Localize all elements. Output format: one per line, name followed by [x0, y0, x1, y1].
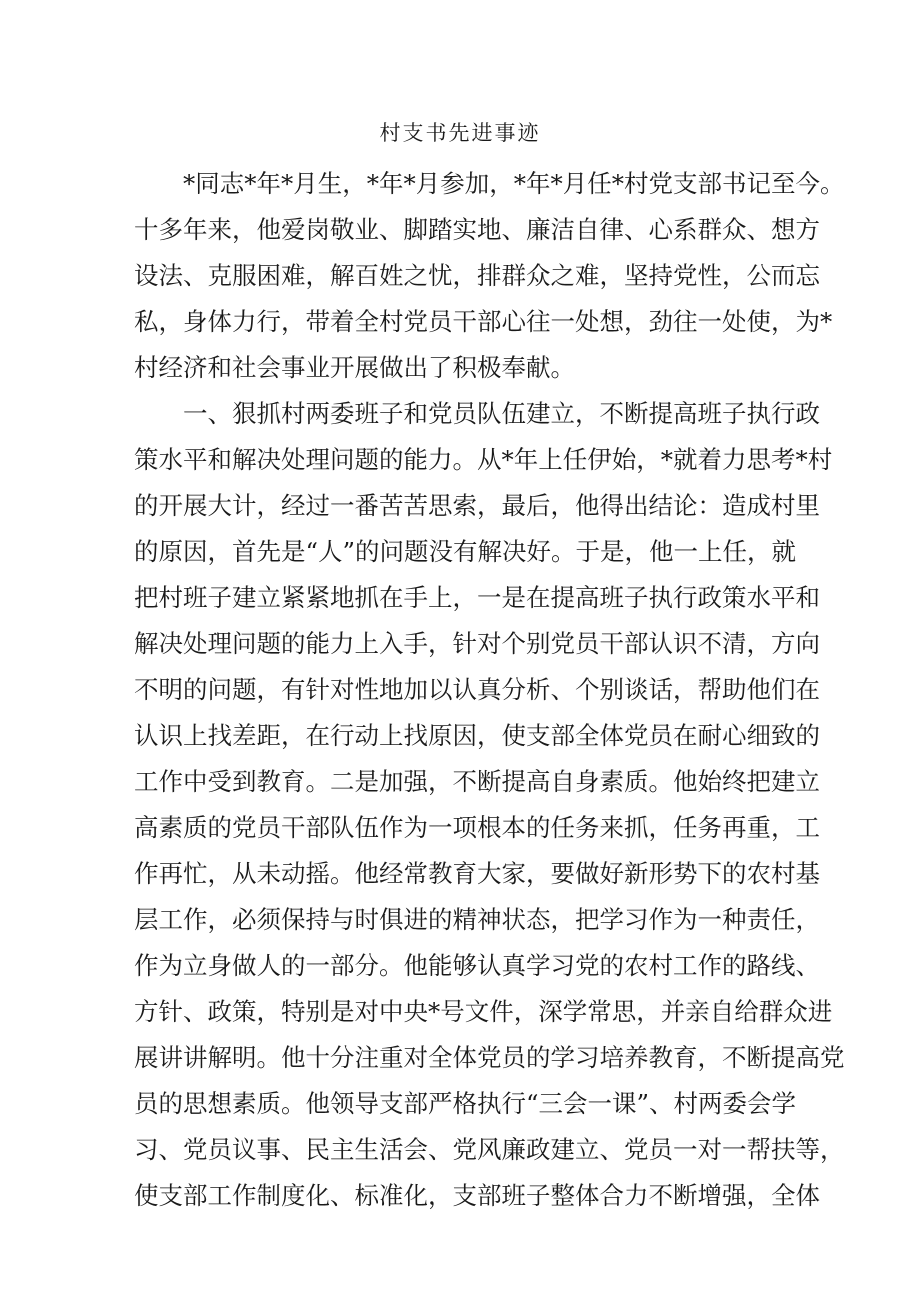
paragraph-line: 习、党员议事、民主生活会、党风廉政建立、党员一对一帮扶等，	[134, 1135, 845, 1164]
paragraph-line: 的开展大计，经过一番苦苦思索，最后，他得出结论：造成村里	[134, 491, 820, 520]
paragraph-line: 员的思想素质。他领导支部严格执行“三会一课”、村两委会学	[134, 1089, 797, 1118]
paragraph-line: 设法、克服困难，解百姓之忧，排群众之难，坚持党性，公而忘	[134, 261, 820, 290]
paragraph-line: 的原因，首先是“人”的问题没有解决好。于是，他一上任，就	[134, 537, 797, 566]
paragraph-line: 策水平和解决处理问题的能力。从*年上任伊始，*就着力思考*村	[134, 445, 833, 474]
paragraph-line: 层工作，必须保持与时俱进的精神状态，把学习作为一种责任，	[134, 905, 820, 934]
paragraph-line: 私，身体力行，带着全村党员干部心往一处想，劲往一处使，为*	[134, 307, 833, 336]
paragraph-line: 作再忙，从未动摇。他经常教育大家，要做好新形势下的农村基	[134, 859, 820, 888]
paragraph-line: 十多年来，他爱岗敬业、脚踏实地、廉洁自律、心系群众、想方	[134, 215, 820, 244]
paragraph-line: *同志*年*月生，*年*月参加，*年*月任*村党支部书记至今。	[183, 169, 845, 198]
paragraph-line: 工作中受到教育。二是加强，不断提高自身素质。他始终把建立	[134, 767, 820, 796]
document-title: 村支书先进事迹	[379, 121, 541, 145]
paragraph-line: 解决处理问题的能力上入手，针对个别党员干部认识不清，方向	[134, 629, 820, 658]
paragraph-line: 村经济和社会事业开展做出了积极奉献。	[134, 353, 575, 382]
paragraph-line: 一、狠抓村两委班子和党员队伍建立，不断提高班子执行政	[183, 399, 820, 428]
paragraph-line: 不明的问题，有针对性地加以认真分析、个别谈话，帮助他们在	[134, 675, 820, 704]
paragraph-line: 作为立身做人的一部分。他能够认真学习党的农村工作的路线、	[134, 951, 820, 980]
paragraph-line: 认识上找差距，在行动上找原因，使支部全体党员在耐心细致的	[134, 721, 820, 750]
paragraph-line: 把村班子建立紧紧地抓在手上，一是在提高班子执行政策水平和	[134, 583, 820, 612]
paragraph-line: 高素质的党员干部队伍作为一项根本的任务来抓，任务再重，工	[134, 813, 820, 842]
paragraph-line: 使支部工作制度化、标准化，支部班子整体合力不断增强，全体	[134, 1181, 820, 1210]
paragraph-line: 方针、政策，特别是对中央*号文件，深学常思，并亲自给群众进	[134, 997, 833, 1026]
paragraph-line: 展讲讲解明。他十分注重对全体党员的学习培养教育，不断提高党	[134, 1043, 845, 1072]
